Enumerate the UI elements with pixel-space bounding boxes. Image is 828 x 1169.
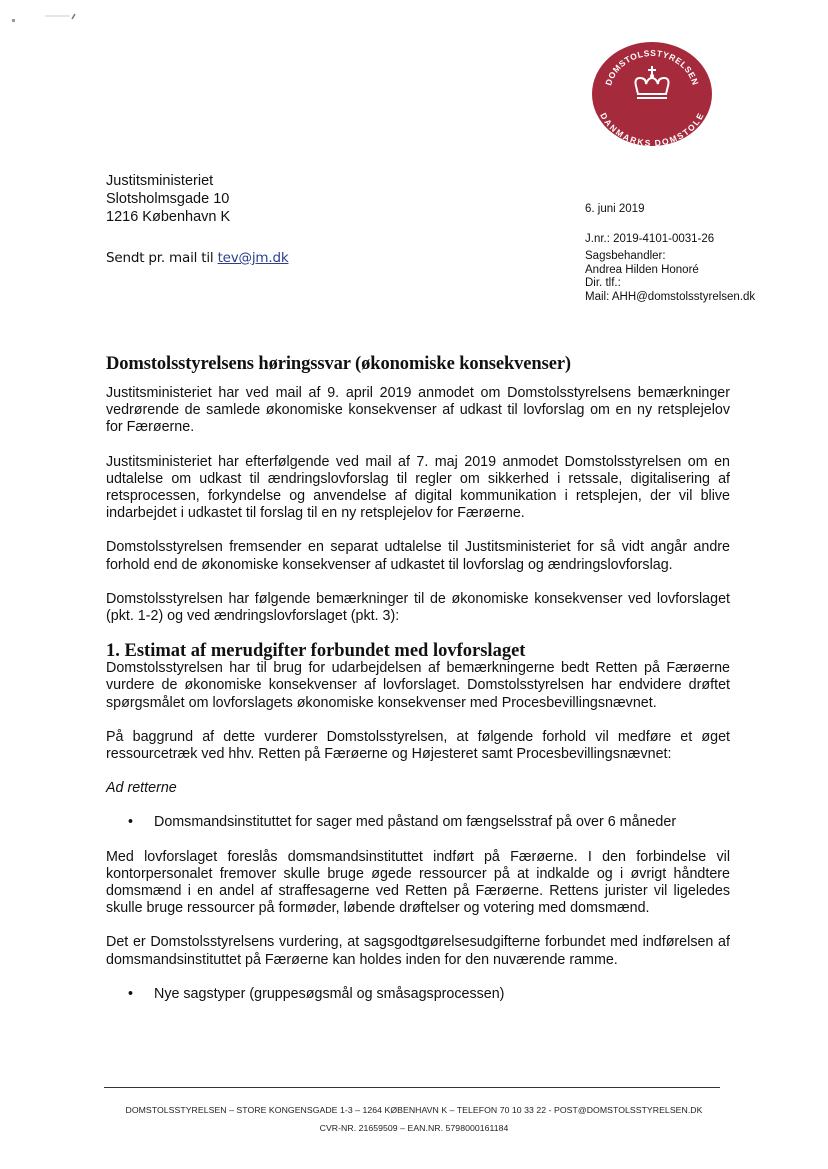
- recipient-address: [106, 172, 230, 226]
- paragraph: Justitsministeriet har efterfølgende ved mail af 7. maj 2019 anmodet Domstolsstyrelsen om en udtalelse om udkast til ændringslovforslag til regler om sikkerhed i retssale, digitalisering af retsprocessen, forkyndelse og anvendelse af digital kommunikation i retsplejen, der vil blive indarbejdet i udkastet til forslag til en ny retsplejelov for Færøerne.: [106, 453, 730, 522]
- paragraph: Justitsministeriet har ved mail af 9. april 2019 anmodet om Domstolsstyrelsens bemærkninger vedrørende de samlede økonomiske konsekvenser af udkast til lovforslag om en ny retsplejelov for Færøerne.: [106, 385, 730, 436]
- journal-number: J.nr.: 2019-4101-0031-26: [585, 232, 715, 245]
- recipient-name: Justitsministeriet: [106, 173, 214, 189]
- page-footer: [60, 1101, 768, 1137]
- bullet-icon: •: [128, 814, 134, 831]
- case-officer-name: Andrea Hilden Honoré: [585, 263, 699, 276]
- paragraph: Domstolsstyrelsen har følgende bemærkninger til de økonomiske konsekvenser ved lovforslaget (pkt. 1-2) og ved ændringslovforslaget (pkt. 3):: [106, 590, 730, 625]
- footer-registration: CVR-NR. 21659509 – EAN.NR. 5798000161184: [319, 1123, 509, 1133]
- logo-bottom-text: DANMARKS DOMSTOLE: [598, 111, 706, 149]
- sent-by-mail-line: [106, 250, 288, 266]
- paragraph: Det er Domstolsstyrelsens vurdering, at sagsgodtgørelsesudgifterne forbundet med indførelsen af domsmandsinstituttet på Færøerne kan holdes inden for den nuværende ramme.: [106, 934, 730, 968]
- case-officer-mail: Mail: AHH@domstolsstyrelsen.dk: [585, 290, 756, 303]
- recipient-email-link[interactable]: tev@jm.dk: [217, 250, 289, 266]
- letter-date: 6. juni 2019: [585, 203, 645, 215]
- document-body: [106, 385, 730, 1020]
- bullet-icon: •: [128, 985, 134, 1002]
- paragraph: Med lovforslaget foreslås domsmandsinstituttet indført på Færøerne. I den forbindelse vil kontorpersonalet fremover skulle bruge øgede ressourcer på at indkalde og i øvrigt håndtere domsmænd i en andel af straffesagerne ved Retten på Færøerne. Rettens jurister vil ligeledes skulle bruge ressourcer på formøder, løbende drøftelser og votering med domsmænd.: [106, 848, 730, 917]
- footer-address: DOMSTOLSSTYRELSEN – STORE KONGENSGADE 1-3 – 1264 KØBENHAVN K – TELEFON 70 10 33 22 - POST@DOMSTOLSSTYRELSEN.DK: [125, 1105, 703, 1115]
- document-title: Domstolsstyrelsens høringssvar (økonomiske konsekvenser): [106, 354, 571, 374]
- paragraph: Domstolsstyrelsen har til brug for udarbejdelsen af bemærkningerne bedt Retten på Færøerne vurdere de økonomiske konsekvenser af lovforslaget. Domstolsstyrelsen har endvidere drøftet spørgsmålet om lovforslagets økonomiske konsekvenser med Procesbevillingsnævnet.: [106, 660, 730, 711]
- paragraph: På baggrund af dette vurderer Domstolsstyrelsen, at følgende forhold vil medføre et øget ressourcetræk ved hhv. Retten på Færøerne og Højesteret samt Procesbevillingsnævnet:: [106, 728, 730, 763]
- section-heading: 1. Estimat af merudgifter forbundet med lovforslaget: [106, 641, 526, 662]
- bullet-item: [106, 814, 730, 831]
- scan-artifact-icon: [10, 12, 80, 26]
- domstolsstyrelsen-logo: [588, 36, 716, 152]
- crown-seal-icon: [588, 36, 716, 152]
- bullet-text: Domsmandsinstituttet for sager med påstand om fængselsstraf på over 6 måneder: [154, 814, 677, 831]
- direct-phone: Dir. tlf.:: [585, 277, 621, 289]
- bullet-text: Nye sagstyper (gruppesøgsmål og småsagsprocessen): [154, 985, 505, 1002]
- bullet-item: [106, 986, 730, 1003]
- recipient-city: 1216 København K: [106, 209, 231, 225]
- logo-top-text: DOMSTOLSSTYRELSEN: [603, 47, 701, 87]
- footer-divider: [104, 1087, 720, 1088]
- subheading: Ad retterne: [106, 780, 177, 797]
- paragraph: Domstolsstyrelsen fremsender en separat udtalelse til Justitsministeriet for så vidt angår andre forhold end de økonomiske konsekvenser af udkastet til lovforslag og ændringslovforslag.: [106, 539, 730, 573]
- letter-meta: [585, 203, 755, 304]
- sent-by-mail-label: Sendt pr. mail til: [106, 250, 218, 266]
- case-officer-label: Sagsbehandler:: [585, 250, 666, 262]
- recipient-street: Slotsholmsgade 10: [106, 191, 230, 207]
